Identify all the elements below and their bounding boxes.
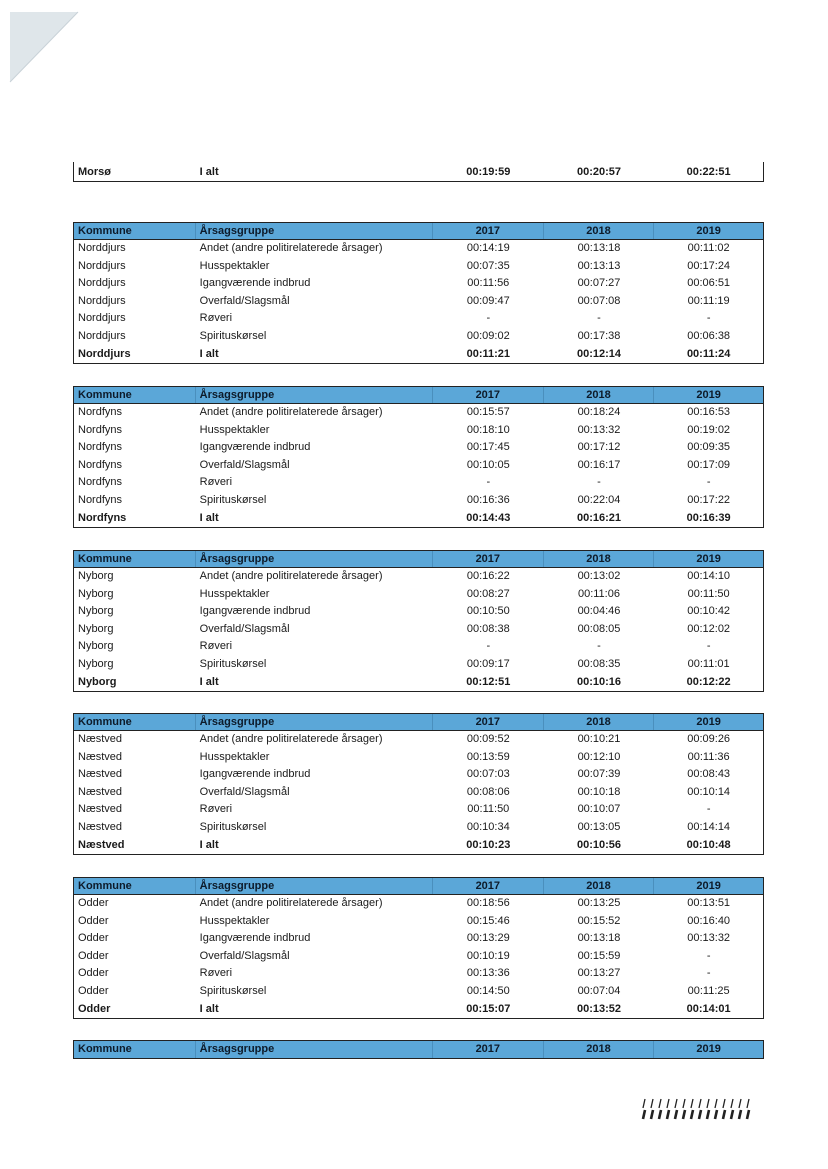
value-2017: 00:17:45 xyxy=(466,441,510,454)
value-2019: - xyxy=(706,803,711,816)
table-row xyxy=(74,913,763,931)
value-2017: 00:10:05 xyxy=(466,458,510,471)
gruppe-cell: Spirituskørsel xyxy=(199,493,267,506)
value-2018: 00:17:38 xyxy=(577,329,621,342)
header-2019: 2019 xyxy=(696,716,721,728)
value-2017: 00:07:35 xyxy=(466,259,510,272)
table-2 xyxy=(73,550,764,692)
value-2017: 00:10:34 xyxy=(466,820,510,833)
table-row xyxy=(74,638,763,656)
value-2018: 00:10:18 xyxy=(577,785,621,798)
table-header xyxy=(74,387,763,404)
header-2017: 2017 xyxy=(433,878,544,894)
value-2018: 00:13:05 xyxy=(577,820,621,833)
value-2018: 00:13:27 xyxy=(577,967,621,980)
gruppe-cell: Husspektakler xyxy=(199,423,270,436)
gruppe-cell: Husspektakler xyxy=(199,587,270,600)
kommune-cell: Nyborg xyxy=(78,587,114,600)
value-2017: 00:10:23 xyxy=(466,838,511,851)
kommune-cell: Norddjurs xyxy=(78,294,126,307)
value-2019: 00:11:25 xyxy=(687,984,730,997)
value-2017: 00:09:47 xyxy=(466,294,510,307)
value-2019: - xyxy=(706,967,711,980)
header-2018: 2018 xyxy=(544,387,655,403)
value-2017: 00:15:07 xyxy=(466,1002,511,1015)
value-2017: 00:14:50 xyxy=(466,984,510,997)
kommune-cell: Næstved xyxy=(78,750,123,763)
header-2018: 2018 xyxy=(544,714,655,730)
value-2017: 00:13:29 xyxy=(466,932,510,945)
value-2017: 00:08:27 xyxy=(466,587,510,600)
value-2017: 00:13:59 xyxy=(466,750,510,763)
kommune-cell: Nyborg xyxy=(78,675,117,688)
table-3 xyxy=(73,713,764,855)
header-2017: 2017 xyxy=(433,223,544,239)
value-2018: - xyxy=(597,476,601,489)
total-row xyxy=(74,510,763,528)
value-2019: 00:11:50 xyxy=(687,587,730,600)
total-row xyxy=(74,346,763,364)
kommune-cell: Nordfyns xyxy=(78,493,123,506)
value-2017: 00:10:19 xyxy=(466,949,510,962)
kommune-cell: Næstved xyxy=(78,768,123,781)
value-2018: 00:17:12 xyxy=(577,441,621,454)
header-2019: 2019 xyxy=(696,225,721,237)
value-2018: 00:07:39 xyxy=(577,768,621,781)
kommune-cell: Næstved xyxy=(78,803,123,816)
value-2019: 00:17:22 xyxy=(687,493,731,506)
header-2018: 2018 xyxy=(544,223,655,239)
value-2018: 00:04:46 xyxy=(577,605,621,618)
value-2018: 00:07:08 xyxy=(577,294,621,307)
value-2017: 00:08:38 xyxy=(466,622,510,635)
gruppe-cell: I alt xyxy=(199,347,219,360)
gruppe-cell: Røveri xyxy=(199,803,233,816)
kommune-cell: Nordfyns xyxy=(78,423,123,436)
value-2018: 00:13:13 xyxy=(577,259,621,272)
kommune-cell: Norddjurs xyxy=(78,312,126,325)
table-row xyxy=(74,258,763,276)
value-2019: - xyxy=(706,949,711,962)
value-2017: 00:14:43 xyxy=(466,511,511,524)
table-1 xyxy=(73,386,764,528)
gruppe-cell: Røveri xyxy=(199,312,233,325)
header-2018: 2018 xyxy=(544,551,655,567)
gruppe-cell: Overfald/Slagsmål xyxy=(199,949,290,962)
gruppe-cell: Overfald/Slagsmål xyxy=(199,622,290,635)
gruppe-cell: I alt xyxy=(199,675,219,688)
value-2019: 00:09:35 xyxy=(687,441,731,454)
value-2018: 00:10:21 xyxy=(577,733,621,745)
kommune-cell: Odder xyxy=(78,984,109,997)
kommune-cell: Nordfyns xyxy=(78,511,127,524)
table-row xyxy=(74,422,763,440)
table-row xyxy=(74,275,763,293)
header-kommune: Kommune xyxy=(74,714,196,730)
gruppe-cell: Andet (andre politirelaterede årsager) xyxy=(199,897,383,909)
value-2017: 00:11:56 xyxy=(467,277,510,290)
table-row xyxy=(74,983,763,1001)
value-2018: 00:07:27 xyxy=(577,277,621,290)
value-2019: 00:13:51 xyxy=(687,897,731,909)
table-row xyxy=(74,404,763,422)
table-row xyxy=(74,474,763,492)
value-2018: 00:07:04 xyxy=(577,984,621,997)
value-2018: - xyxy=(597,312,601,325)
value-2019: 00:13:32 xyxy=(687,932,731,945)
value-2018: 00:20:57 xyxy=(576,165,621,178)
value-2018: 00:10:56 xyxy=(576,838,621,851)
value-2017: 00:11:50 xyxy=(467,803,510,816)
value-2019: 00:06:38 xyxy=(687,329,731,342)
table-header xyxy=(74,551,763,568)
kommune-cell: Nyborg xyxy=(78,640,114,653)
value-2018: 00:08:35 xyxy=(577,657,621,670)
value-2019: 00:11:19 xyxy=(687,294,730,307)
table-row xyxy=(74,586,763,604)
value-2018: 00:13:32 xyxy=(577,423,621,436)
header-2019: 2019 xyxy=(696,880,721,892)
value-2017: 00:11:21 xyxy=(466,347,511,360)
value-2019: 00:14:14 xyxy=(687,820,731,833)
kommune-cell: Norddjurs xyxy=(78,242,126,254)
value-2017: 00:18:10 xyxy=(466,423,510,436)
table-row xyxy=(74,766,763,784)
value-2019: 00:11:24 xyxy=(686,347,731,360)
gruppe-cell: I alt xyxy=(199,1002,219,1015)
header-kommune: Kommune xyxy=(74,223,196,239)
kommune-cell: Næstved xyxy=(78,785,123,798)
gruppe-cell: Overfald/Slagsmål xyxy=(199,458,290,471)
table-row xyxy=(74,293,763,311)
gruppe-cell: Overfald/Slagsmål xyxy=(199,785,290,798)
gruppe-cell: Spirituskørsel xyxy=(199,329,267,342)
kommune-cell: Nordfyns xyxy=(78,458,123,471)
kommune-cell: Norddjurs xyxy=(78,259,126,272)
value-2017: - xyxy=(486,476,491,489)
value-2017: 00:14:19 xyxy=(466,242,510,254)
kommune-cell: Odder xyxy=(78,967,109,980)
gruppe-cell: Røveri xyxy=(199,476,233,489)
gruppe-cell: Igangværende indbrud xyxy=(199,932,311,945)
value-2019: 00:16:40 xyxy=(687,914,731,927)
kommune-cell: Nyborg xyxy=(78,657,114,670)
gruppe-cell: Husspektakler xyxy=(199,259,270,272)
gruppe-cell: Overfald/Slagsmål xyxy=(199,294,290,307)
value-2018: - xyxy=(597,640,601,653)
header-2018: 2018 xyxy=(544,1041,655,1058)
value-2017: 00:09:17 xyxy=(466,657,510,670)
gruppe-cell: I alt xyxy=(199,838,219,851)
header-kommune: Kommune xyxy=(74,387,196,403)
gruppe-cell: Igangværende indbrud xyxy=(199,441,311,454)
value-2019: - xyxy=(706,476,711,489)
table-row xyxy=(74,492,763,510)
gruppe-cell: Igangværende indbrud xyxy=(199,277,311,290)
value-2017: 00:15:57 xyxy=(466,406,510,418)
header-gruppe: Årsagsgruppe xyxy=(196,878,433,894)
value-2018: 00:13:25 xyxy=(577,897,621,909)
header-kommune: Kommune xyxy=(74,1041,196,1058)
value-2018: 00:18:24 xyxy=(577,406,621,418)
table-header xyxy=(74,223,763,240)
gruppe-cell: Igangværende indbrud xyxy=(199,605,311,618)
header-2017: 2017 xyxy=(433,387,544,403)
kommune-cell: Nordfyns xyxy=(78,476,123,489)
gruppe-cell: Andet (andre politirelaterede årsager) xyxy=(199,733,383,745)
value-2017: - xyxy=(486,640,491,653)
kommune-cell: Nordfyns xyxy=(78,441,123,454)
value-2018: 00:13:52 xyxy=(576,1002,621,1015)
gruppe-cell: Andet (andre politirelaterede årsager) xyxy=(199,242,383,254)
value-2018: 00:13:18 xyxy=(577,242,621,254)
table-row xyxy=(74,457,763,475)
value-2018: 00:10:16 xyxy=(576,675,621,688)
table-header xyxy=(74,1041,763,1058)
gruppe-cell: Spirituskørsel xyxy=(199,984,267,997)
header-2017: 2017 xyxy=(433,1041,544,1058)
value-2018: 00:15:59 xyxy=(577,949,621,962)
value-2019: 00:06:51 xyxy=(687,277,731,290)
value-2017: 00:09:52 xyxy=(466,733,510,745)
value-2018: 00:12:14 xyxy=(576,347,621,360)
table-row xyxy=(74,731,763,749)
table-row xyxy=(74,439,763,457)
table-row xyxy=(74,965,763,983)
value-2019: 00:14:10 xyxy=(687,570,731,582)
value-2019: 00:12:02 xyxy=(687,622,731,635)
kommune-cell: Norddjurs xyxy=(78,347,131,360)
page-corner-fold xyxy=(0,0,90,90)
morso-total-row xyxy=(73,162,764,182)
header-gruppe: Årsagsgruppe xyxy=(196,1041,433,1058)
total-row xyxy=(74,1001,763,1019)
kommune-cell: Nyborg xyxy=(78,570,114,582)
value-2017: 00:15:46 xyxy=(466,914,510,927)
value-2018: 00:12:10 xyxy=(577,750,621,763)
kommune-cell: Norddjurs xyxy=(78,277,126,290)
value-2019: - xyxy=(706,640,711,653)
table-row xyxy=(74,621,763,639)
header-2017: 2017 xyxy=(433,551,544,567)
value-2018: 00:10:07 xyxy=(577,803,621,816)
table-row xyxy=(74,948,763,966)
kommune-cell: Morsø xyxy=(78,165,111,178)
value-2019: 00:11:01 xyxy=(687,657,730,670)
table-row xyxy=(74,819,763,837)
table-row xyxy=(74,801,763,819)
value-2019: 00:16:53 xyxy=(687,406,731,418)
total-row xyxy=(74,837,763,855)
header-gruppe: Årsagsgruppe xyxy=(196,551,433,567)
barcode-mark xyxy=(640,1098,752,1120)
kommune-cell: Odder xyxy=(78,914,109,927)
header-gruppe: Årsagsgruppe xyxy=(196,714,433,730)
value-2018: 00:15:52 xyxy=(577,914,621,927)
table-row xyxy=(74,930,763,948)
value-2019: 00:12:22 xyxy=(686,675,731,688)
kommune-cell: Odder xyxy=(78,949,109,962)
value-2019: 00:14:01 xyxy=(686,1002,731,1015)
total-row xyxy=(74,674,763,692)
value-2019: 00:17:24 xyxy=(687,259,731,272)
value-2019: 00:11:02 xyxy=(687,242,730,254)
value-2018: 00:11:06 xyxy=(577,587,620,600)
kommune-cell: Nyborg xyxy=(78,622,114,635)
value-2017: 00:13:36 xyxy=(466,967,510,980)
value-2017: 00:08:06 xyxy=(466,785,510,798)
value-2018: 00:22:04 xyxy=(577,493,621,506)
value-2017: 00:09:02 xyxy=(466,329,510,342)
table-row xyxy=(74,240,763,258)
kommune-cell: Norddjurs xyxy=(78,329,126,342)
value-2019: 00:08:43 xyxy=(687,768,731,781)
value-2018: 00:08:05 xyxy=(577,622,621,635)
header-gruppe: Årsagsgruppe xyxy=(196,223,433,239)
header-2019: 2019 xyxy=(696,1043,721,1055)
value-2017: 00:16:22 xyxy=(466,570,510,582)
table-4 xyxy=(73,877,764,1019)
value-2018: 00:16:17 xyxy=(577,458,621,471)
kommune-cell: Nordfyns xyxy=(78,406,123,418)
header-2017: 2017 xyxy=(433,714,544,730)
value-2019: 00:09:26 xyxy=(687,733,731,745)
gruppe-cell: Andet (andre politirelaterede årsager) xyxy=(199,570,383,582)
kommune-cell: Odder xyxy=(78,1002,111,1015)
kommune-cell: Næstved xyxy=(78,733,123,745)
value-2017: 00:07:03 xyxy=(466,768,510,781)
kommune-cell: Næstved xyxy=(78,838,125,851)
value-2018: 00:16:21 xyxy=(576,511,621,524)
table-row xyxy=(74,310,763,328)
kommune-cell: Næstved xyxy=(78,820,123,833)
gruppe-cell: Andet (andre politirelaterede årsager) xyxy=(199,406,383,418)
value-2017: 00:19:59 xyxy=(466,165,511,178)
table-row xyxy=(74,895,763,913)
gruppe-cell: Husspektakler xyxy=(199,750,270,763)
header-2019: 2019 xyxy=(696,389,721,401)
table-row xyxy=(74,568,763,586)
gruppe-cell: Husspektakler xyxy=(199,914,270,927)
header-gruppe: Årsagsgruppe xyxy=(196,387,433,403)
value-2019: 00:16:39 xyxy=(686,511,731,524)
value-2019: 00:10:14 xyxy=(687,785,731,798)
value-2019: 00:22:51 xyxy=(686,165,731,178)
value-2019: 00:10:42 xyxy=(687,605,731,618)
kommune-cell: Nyborg xyxy=(78,605,114,618)
gruppe-cell: Røveri xyxy=(199,640,233,653)
table-row xyxy=(74,656,763,674)
gruppe-cell: Spirituskørsel xyxy=(199,657,267,670)
value-2019: 00:11:36 xyxy=(687,750,730,763)
gruppe-cell: Spirituskørsel xyxy=(199,820,267,833)
header-2018: 2018 xyxy=(544,878,655,894)
value-2019: 00:17:09 xyxy=(687,458,731,471)
kommune-cell: Odder xyxy=(78,932,109,945)
gruppe-cell: Igangværende indbrud xyxy=(199,768,311,781)
table-header xyxy=(74,878,763,895)
value-2017: 00:18:56 xyxy=(466,897,510,909)
table-row xyxy=(74,749,763,767)
table-0 xyxy=(73,222,764,364)
value-2018: 00:13:18 xyxy=(577,932,621,945)
gruppe-cell: I alt xyxy=(199,165,219,178)
gruppe-cell: I alt xyxy=(199,511,219,524)
value-2017: 00:16:36 xyxy=(466,493,510,506)
table-row xyxy=(74,784,763,802)
value-2017: 00:12:51 xyxy=(466,675,511,688)
table-row xyxy=(74,603,763,621)
table-header xyxy=(74,714,763,731)
header-2019: 2019 xyxy=(696,553,721,565)
value-2018: 00:13:02 xyxy=(577,570,621,582)
partial-table xyxy=(73,1040,764,1059)
table-row xyxy=(74,328,763,346)
value-2017: 00:10:50 xyxy=(466,605,510,618)
value-2019: 00:19:02 xyxy=(687,423,731,436)
header-kommune: Kommune xyxy=(74,551,196,567)
value-2019: - xyxy=(706,312,711,325)
value-2019: 00:10:48 xyxy=(686,838,731,851)
kommune-cell: Odder xyxy=(78,897,109,909)
gruppe-cell: Røveri xyxy=(199,967,233,980)
value-2017: - xyxy=(486,312,491,325)
header-kommune: Kommune xyxy=(74,878,196,894)
